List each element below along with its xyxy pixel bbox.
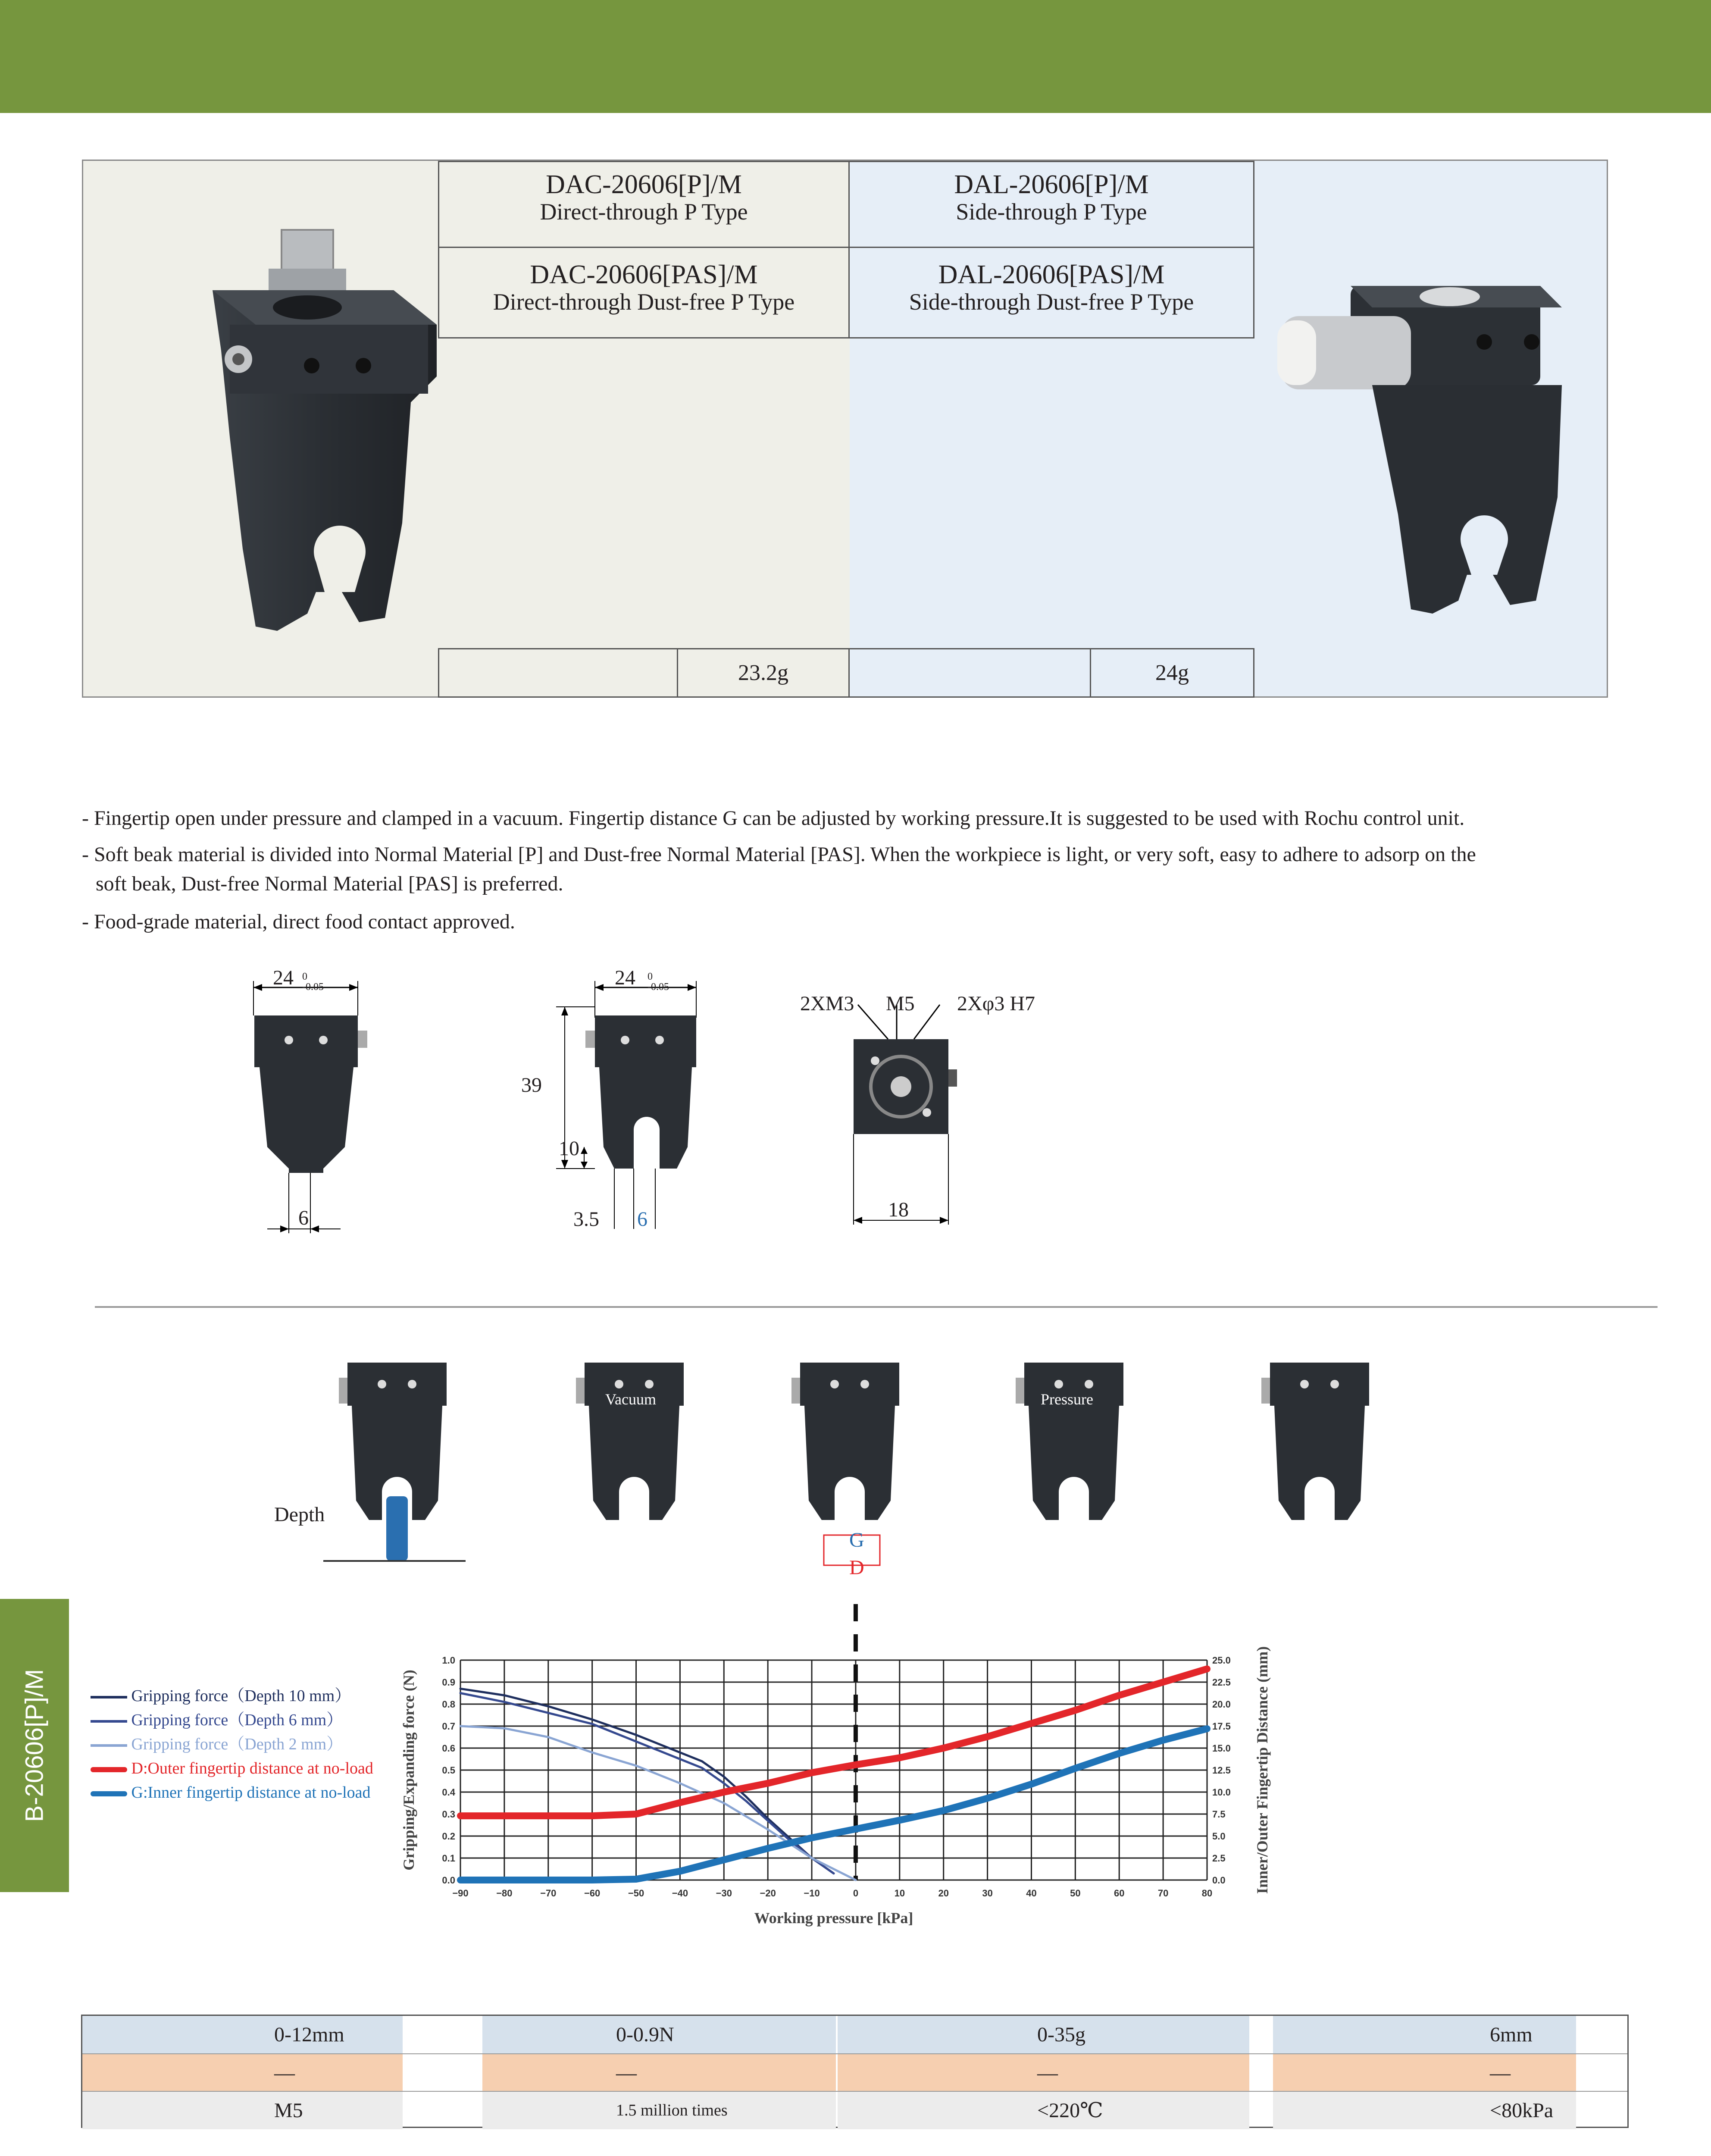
gripper-side-through-image [1269, 273, 1596, 661]
spec-value: 0-35g [1037, 2023, 1085, 2046]
dim-width-1: 24 [273, 966, 294, 989]
y-tick-label: 0.0 [442, 1875, 455, 1886]
right-model-p-cell [848, 161, 1254, 248]
legend-swatch [91, 1791, 127, 1796]
x-tick-label: 50 [1070, 1888, 1081, 1899]
y2-tick-label: 10.0 [1212, 1787, 1231, 1798]
dim-slot-width: 6 [637, 1208, 647, 1231]
state-vacuum-label: Vacuum [605, 1391, 656, 1408]
left-model-pas: DAC-20606[PAS]/M [530, 260, 758, 289]
right-model-pas: DAL-20606[PAS]/M [938, 260, 1165, 289]
right-weight-cell [1090, 648, 1254, 698]
y-axis-title: Gripping/Expanding force (N) [400, 1670, 417, 1871]
spec-value: — [1037, 2062, 1058, 2084]
dim-height: 39 [521, 1074, 542, 1097]
y2-tick-label: 7.5 [1212, 1809, 1226, 1820]
spec-row [82, 2091, 1627, 2129]
gripper-direct-through-image [135, 221, 488, 661]
legend-label: G:Inner fingertip distance at no-load [131, 1783, 371, 1802]
y-tick-label: 0.9 [442, 1677, 455, 1688]
left-weight-label-cell [438, 648, 678, 698]
legend-label: Gripping force（Depth 10 mm） [131, 1687, 351, 1705]
legend-item [91, 1756, 373, 1780]
x-tick-label: −80 [496, 1888, 513, 1899]
legend-item [91, 1732, 373, 1756]
x-tick-label: 80 [1201, 1888, 1213, 1899]
y-tick-label: 0.8 [442, 1699, 455, 1710]
left-weight-cell [677, 648, 850, 698]
legend-label: Gripping force（Depth 2 mm） [131, 1735, 343, 1753]
left-desc-pas: Direct-through Dust-free P Type [493, 289, 795, 315]
legend-swatch [91, 1767, 127, 1772]
series-line-4 [460, 1669, 1207, 1816]
spec-table [81, 2015, 1629, 2128]
y-tick-label: 0.7 [442, 1721, 455, 1732]
x-tick-label: 20 [938, 1888, 949, 1899]
left-desc-p: Direct-through P Type [540, 199, 748, 225]
spec-row [82, 2053, 1627, 2092]
left-model-pas-cell [438, 247, 850, 338]
legend-swatch [91, 1744, 127, 1747]
dim-width-2: 24 [615, 966, 635, 989]
spec-value: 1.5 million times [616, 2101, 728, 2119]
right-model-pas-cell [848, 247, 1254, 338]
y-tick-label: 0.1 [442, 1853, 455, 1864]
x-tick-label: 30 [982, 1888, 993, 1899]
legend-swatch [91, 1720, 127, 1723]
dim-top-label-m3: 2XM3 [800, 992, 854, 1015]
y2-tick-label: 0.0 [1212, 1875, 1226, 1886]
dim-slot-left: 3.5 [573, 1208, 599, 1231]
y2-tick-label: 20.0 [1212, 1699, 1231, 1710]
right-desc-pas: Side-through Dust-free P Type [909, 289, 1194, 315]
dimension-top-view [841, 992, 970, 1233]
feature-line-3: soft beak, Dust-free Normal Material [PAS] is preferred. [96, 872, 563, 895]
y2-tick-label: 15.0 [1212, 1743, 1231, 1754]
y-tick-label: 1.0 [442, 1655, 455, 1666]
product-table [82, 160, 1608, 698]
y2-tick-label: 25.0 [1212, 1655, 1231, 1666]
right-weight-label-cell [848, 648, 1091, 698]
spec-value: M5 [274, 2099, 303, 2122]
spec-value: 0-0.9N [616, 2023, 674, 2046]
side-tab[interactable] [0, 1599, 69, 1892]
left-weight: 23.2g [738, 661, 788, 685]
x-tick-label: 60 [1114, 1888, 1125, 1899]
y-tick-label: 0.2 [442, 1831, 455, 1842]
x-tick-label: −60 [584, 1888, 601, 1899]
feature-line-2: - Soft beak material is divided into Normal Material [P] and Dust-free Normal Material [PAS]. When the workpiece is light, or very soft, easy to adhere to adsorp on the [82, 843, 1476, 866]
legend-label: Gripping force（Depth 6 mm） [131, 1711, 343, 1729]
spec-value: <220℃ [1037, 2099, 1103, 2122]
left-model-p: DAC-20606[P]/M [546, 170, 742, 199]
dimension-front-view [241, 966, 388, 1242]
x-tick-label: −30 [716, 1888, 732, 1899]
state-depth-label: Depth [274, 1503, 325, 1526]
state-g-label: G [849, 1529, 864, 1551]
y2-tick-label: 12.5 [1212, 1765, 1231, 1776]
right-weight: 24g [1155, 661, 1189, 685]
dimension-side-view [530, 966, 720, 1242]
legend-swatch [91, 1696, 127, 1698]
x-tick-label: 0 [853, 1888, 859, 1899]
pressure-chart [388, 1604, 1302, 1940]
side-tab-label: B-20606[P]/M [20, 1669, 49, 1822]
x-tick-label: 70 [1157, 1888, 1169, 1899]
feature-line-1: - Fingertip open under pressure and clamped in a vacuum. Fingertip distance G can be adjusted by working pressure.It is suggested to be used with Rochu control unit. [82, 807, 1465, 830]
spec-row [82, 2016, 1627, 2053]
y-tick-label: 0.3 [442, 1809, 455, 1820]
right-model-p: DAL-20606[P]/M [954, 170, 1149, 199]
left-model-p-cell [438, 161, 850, 248]
legend-item [91, 1708, 373, 1732]
y-tick-label: 0.4 [442, 1787, 455, 1798]
spec-value: <80kPa [1490, 2099, 1554, 2122]
header-bar [0, 0, 1711, 113]
dim-top-label-m5: M5 [886, 992, 915, 1015]
x-tick-label: 10 [894, 1888, 905, 1899]
y2-tick-label: 5.0 [1212, 1831, 1226, 1842]
legend-label: D:Outer fingertip distance at no-load [131, 1759, 373, 1777]
dim-tol-upper-2: 0 [647, 971, 653, 982]
spec-value: 0-12mm [274, 2023, 344, 2046]
dim-slot-depth: 10 [559, 1137, 579, 1160]
dim-top-label-pin: 2Xφ3 H7 [957, 992, 1035, 1015]
dim-base: 18 [888, 1198, 909, 1221]
y-tick-label: 0.5 [442, 1765, 455, 1776]
y-tick-label: 0.6 [442, 1743, 455, 1754]
series-line-5 [460, 1729, 1207, 1880]
state-pressure-label: Pressure [1041, 1391, 1093, 1408]
dim-tol-lower-2: -0.05 [647, 981, 669, 993]
y2-axis-title: Inner/Outer Fingertip Distance (mm) [1254, 1646, 1271, 1894]
legend-item [91, 1684, 373, 1708]
spec-value: — [616, 2062, 637, 2084]
dim-tip-1: 6 [298, 1206, 309, 1229]
state-d-label: D [849, 1556, 864, 1579]
dim-tol-upper-1: 0 [302, 971, 307, 982]
x-axis-title: Working pressure [kPa] [754, 1909, 913, 1927]
spec-value: — [274, 2062, 295, 2084]
x-tick-label: −70 [540, 1888, 557, 1899]
x-tick-label: −50 [628, 1888, 644, 1899]
x-tick-label: −20 [760, 1888, 776, 1899]
spec-value: 6mm [1490, 2023, 1533, 2046]
y2-tick-label: 2.5 [1212, 1853, 1226, 1864]
feature-line-4: - Food-grade material, direct food contact approved. [82, 910, 515, 933]
x-tick-label: 40 [1026, 1888, 1037, 1899]
right-desc-p: Side-through P Type [956, 199, 1147, 225]
y2-tick-label: 22.5 [1212, 1677, 1231, 1688]
x-tick-label: −90 [452, 1888, 469, 1899]
chart-legend [91, 1684, 373, 1805]
legend-item [91, 1780, 373, 1805]
x-tick-label: −40 [672, 1888, 688, 1899]
x-tick-label: −10 [804, 1888, 820, 1899]
section-divider [95, 1306, 1658, 1308]
spec-value: — [1490, 2062, 1511, 2084]
y2-tick-label: 17.5 [1212, 1721, 1231, 1732]
dim-tol-lower-1: -0.05 [302, 981, 324, 993]
